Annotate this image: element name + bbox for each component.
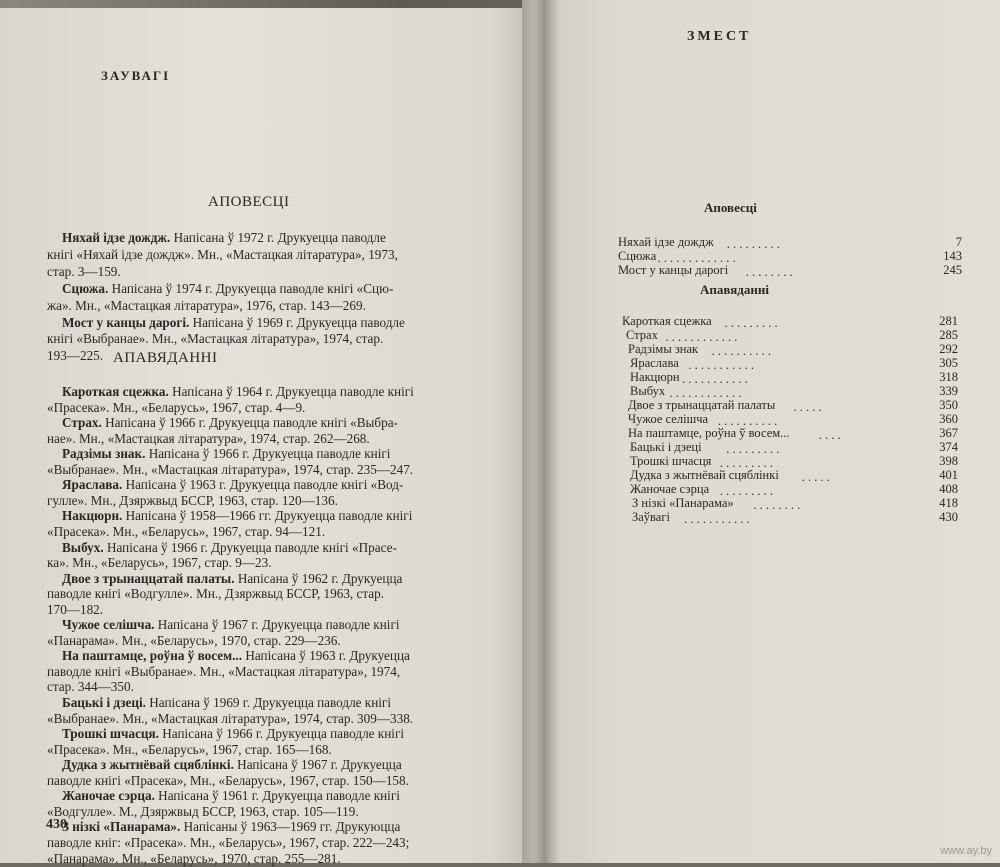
toc-entry-title: Чужое селішча [628, 412, 709, 426]
note-text: Напісана ў 1966 г. Друкуецца паводле кнігі [158, 726, 405, 742]
note-text: Напісана ў 1967 г. Друкуецца паводле кнігі [154, 617, 400, 633]
right-page [522, 0, 1000, 863]
toc-leader-dots: . . . . . . . . . [724, 316, 778, 330]
note-text: «Водгулле». М., Дзяржвыд БССР, 1963, стар. 105—119. [47, 803, 359, 819]
note-text: «Прасека». Мн., «Беларусь», 1967, стар. 165—168. [47, 741, 332, 757]
toc-entry-page: 281 [939, 314, 958, 328]
note-text: ка». Мн., «Беларусь», 1967, стар. 9—23. [47, 555, 272, 571]
note-text: «Прасека». Мн., «Беларусь», 1967, стар. 94—121. [47, 523, 326, 539]
note-text: стар. 3—159. [47, 264, 121, 279]
toc-leader-dots: . . . . . . . . . [719, 484, 774, 498]
toc-leader-dots: . . . . . . . . . [719, 456, 774, 470]
note-text: Напісана ў 1958—1966 гг. Друкуецца паводле кнігі [122, 508, 413, 524]
toc-entry-title: Няхай ідзе дождж [618, 235, 714, 249]
toc-leader-dots: . . . . . . . . [753, 498, 801, 512]
note-line [62, 477, 403, 493]
note-text: Напісана ў 1969 г. Друкуецца паводле кнігі [145, 695, 391, 710]
toc-section-povesti: Аповесці [704, 200, 757, 215]
toc-leader-dots: . . . . . [801, 470, 830, 484]
note-title: Накцюрн. [62, 508, 123, 524]
toc-entry-page: 285 [939, 328, 958, 342]
note-text: паводле кнігі «Выбранае». Мн., «Мастацкая літаратура», 1974, [47, 663, 401, 679]
toc-leader-dots: . . . . [818, 428, 841, 442]
note-title: Сцюжа. [62, 281, 109, 296]
note-text: Напісаны ў 1963—1969 гг. Друкуюцца [180, 819, 401, 835]
toc-entry-title: Жаночае сэрца [630, 482, 710, 496]
note-line [47, 586, 384, 602]
contents-header: ЗМЕСТ [687, 29, 752, 44]
note-line [62, 230, 386, 246]
note-title: Дудка з жытнёвай сцяблінкі. [62, 757, 234, 773]
note-line [47, 264, 121, 280]
note-text: кнігі «Выбранае». Мн., «Мастацкая літаратура», 1974, стар. [47, 331, 384, 346]
note-line [47, 742, 332, 758]
note-title: Кароткая сцежка. [62, 384, 169, 399]
toc-entry-page: 398 [939, 454, 958, 468]
toc-entry-page: 360 [939, 412, 958, 426]
toc-leader-dots: . . . . . . . . . . . . [665, 330, 738, 344]
toc-entry-title: Кароткая сцежка [622, 314, 712, 328]
toc-entry-title: Мост у канцы дарогі [618, 263, 729, 277]
toc-entry-page: 245 [943, 263, 962, 277]
note-text: стар. 344—350. [47, 679, 134, 695]
note-title: На паштамце, роўна ў восем... [62, 648, 243, 664]
page-header: ЗАУВАГІ [101, 68, 171, 83]
note-text: «Прасека». Мн., «Беларусь», 1967, стар. 4—9. [47, 399, 306, 415]
note-line [62, 617, 400, 633]
toc-entry-title: З нізкі «Панарама» [632, 496, 734, 510]
note-text: кнігі «Няхай ідзе дождж». Мн., «Мастацкая літаратура», 1973, [47, 247, 398, 262]
note-text: Напісана ў 1964 г. Друкуецца паводле кнігі [168, 384, 414, 399]
note-line [47, 835, 409, 851]
note-text: паводле кнігі «Водгулле». Мн., Дзяржвыд БССР, 1963, стар. [47, 586, 385, 602]
toc-leader-dots: . . . . . [793, 400, 822, 414]
note-text: 193—225. [47, 348, 104, 363]
note-text: Напісана ў 1972 г. Друкуецца паводле [170, 230, 386, 245]
note-line [62, 508, 412, 524]
note-line [47, 679, 134, 695]
toc-leader-dots: . . . . . . . . . . . [688, 358, 755, 372]
note-line [62, 415, 398, 431]
toc-entry-page: 401 [939, 468, 958, 482]
note-line [47, 431, 370, 447]
toc-entry-title: Двое з трынаццатай палаты [628, 398, 776, 412]
note-title: Двое з трынаццатай палаты. [62, 570, 235, 586]
toc-section-apaviadanni: Апавяданні [700, 282, 769, 297]
note-title: Страх. [62, 415, 102, 431]
note-title: Жаночае сэрца. [62, 788, 155, 804]
note-line [47, 331, 383, 347]
note-line [62, 384, 414, 400]
note-line [47, 247, 398, 263]
toc-entry-page: 367 [939, 426, 958, 440]
note-line [62, 788, 400, 804]
note-text: «Выбранае». Мн., «Мастацкая літаратура», 1974, стар. 309—338. [47, 710, 414, 726]
toc-leader-dots: . . . . . . . . . . . . . [657, 251, 736, 265]
note-text: паводле кнігі «Прасека», Мн., «Беларусь», 1967, стар. 150—158. [47, 772, 409, 788]
note-line [62, 757, 402, 773]
toc-leader-dots: . . . . . . . . . . . [682, 372, 748, 386]
note-text: «Выбранае». Мн., «Мастацкая літаратура», 1974, стар. 235—247. [47, 461, 414, 477]
note-title: Мост у канцы дарогі. [62, 315, 190, 330]
toc-entry-page: 350 [939, 398, 958, 412]
note-text: «Панарама». Мн., «Беларусь», 1970, стар. 255—281. [47, 850, 341, 866]
page-number: 430 [46, 817, 67, 832]
note-line [47, 524, 325, 540]
left-page [0, 8, 546, 866]
note-title: Ярaслава. [62, 477, 123, 493]
note-title: З нізкі «Панарама». [62, 819, 181, 835]
toc-leader-dots: . . . . . . . . . . [717, 414, 778, 428]
note-line [47, 348, 103, 364]
note-text: Напісана ў 1969 г. Друкуецца паводле [189, 315, 405, 330]
toc-leader-dots: . . . . . . . . . . [711, 344, 771, 358]
toc-entry-title: Накцюрн [630, 370, 680, 384]
toc-entry-page: 339 [939, 384, 958, 398]
toc-entry-title: На паштамце, роўна ў восем... [628, 426, 790, 440]
note-title: Бацькі і дзеці. [62, 695, 146, 710]
note-line [62, 726, 404, 742]
note-text: Напісана ў 1974 г. Друкуецца паводле кнігі «Сцю- [108, 281, 394, 296]
note-line [62, 315, 405, 331]
note-line [62, 446, 390, 462]
toc-entry-title: Сцюжа [618, 249, 657, 263]
toc-entry-page: 374 [939, 440, 958, 454]
toc-leader-dots: . . . . . . . . . [726, 442, 780, 456]
note-text: Напісана ў 1961 г. Друкуецца паводле кнігі [154, 788, 400, 804]
note-text: Напісана ў 1966 г. Друкуецца паводле кнігі [145, 446, 391, 462]
toc-entry-page: 418 [939, 496, 958, 510]
toc-entry-page: 408 [939, 482, 958, 496]
note-title: Выбух. [62, 539, 104, 555]
note-line [47, 851, 341, 867]
note-text: 170—182. [47, 601, 104, 617]
note-text: жа». Мн., «Мастацкая літаратура», 1976, стар. 143—269. [47, 298, 366, 313]
toc-entry-title: Ярaслава [630, 356, 679, 370]
toc-entry-page: 318 [939, 370, 958, 384]
toc-entry-title: Радзімы знак [628, 342, 699, 356]
toc-entry-title: Выбух [630, 384, 666, 398]
toc-leader-dots: . . . . . . . . [745, 265, 793, 279]
note-text: гулле». Мн., Дзяржвыд БССР, 1963, стар. 120—136. [47, 492, 338, 508]
toc-leader-dots: . . . . . . . . . . . [684, 512, 750, 526]
toc-leader-dots: . . . . . . . . . . . . [669, 386, 742, 400]
note-text: паводле кніг: «Прасека». Мн., «Беларусь», 1967, стар. 222—243; [47, 834, 410, 850]
note-line [47, 804, 359, 820]
toc-entry-page: 7 [955, 235, 962, 249]
book-spine [534, 0, 560, 863]
note-line [62, 571, 402, 587]
toc-entry-title: Бацькі і дзеці [630, 440, 702, 454]
note-text: нае». Мн., «Мастацкая літаратура», 1974, стар. 262—268. [47, 430, 370, 446]
note-title: Няхай ідзе дождж. [62, 230, 171, 245]
note-title: Трошкі шчасця. [62, 726, 159, 742]
note-line [47, 462, 413, 478]
toc-entry-page: 430 [939, 510, 958, 524]
toc-entry-title: Трошкі шчасця [630, 454, 712, 468]
note-line [47, 602, 103, 618]
note-line [47, 493, 338, 509]
watermark: www.ay.by [940, 845, 992, 857]
note-text: Напісана ў 1963 г. Друкуецца [242, 648, 410, 664]
note-line [47, 711, 413, 727]
note-text: Напісана ў 1962 г. Друкуецца [234, 570, 403, 586]
note-line [62, 648, 410, 664]
note-text: Напісана ў 1963 г. Друкуецца паводле кнігі «Вод- [122, 477, 404, 493]
note-line [47, 664, 400, 680]
note-text: Напісана ў 1966 г. Друкуецца паводле кнігі «Прасе- [103, 539, 397, 555]
toc-entry-page: 305 [939, 356, 958, 370]
note-line [47, 555, 272, 571]
note-line [62, 540, 397, 556]
note-line [62, 819, 400, 835]
note-line [62, 695, 391, 711]
note-text: Напісана ў 1967 г. Друкуецца [233, 757, 402, 773]
note-line [47, 633, 341, 649]
toc-entry-title: Заўвагі [632, 510, 670, 524]
note-text: Напісана ў 1966 г. Друкуецца паводле кнігі «Выбра- [101, 415, 398, 431]
note-line [47, 298, 366, 314]
note-title: Чужое селішча. [62, 617, 155, 633]
toc-entry-title: Страх [626, 328, 658, 342]
note-title: Радзімы знак. [62, 446, 146, 462]
note-line [47, 400, 305, 416]
toc-entry-page: 143 [943, 249, 962, 263]
toc-entry-page: 292 [939, 342, 958, 356]
toc-entry-title: Дудка з жытнёвай сцяблінкі [630, 468, 779, 482]
note-line [62, 281, 393, 297]
section-title-povesti: АПОВЕСЦІ [208, 194, 290, 210]
note-text: «Панарама». Мн., «Беларусь», 1970, стар. 229—236. [47, 632, 341, 648]
note-line [47, 773, 409, 789]
toc-leader-dots: . . . . . . . . . [726, 237, 780, 251]
section-title-apaviadanni: АПАВЯДАННІ [113, 350, 218, 366]
